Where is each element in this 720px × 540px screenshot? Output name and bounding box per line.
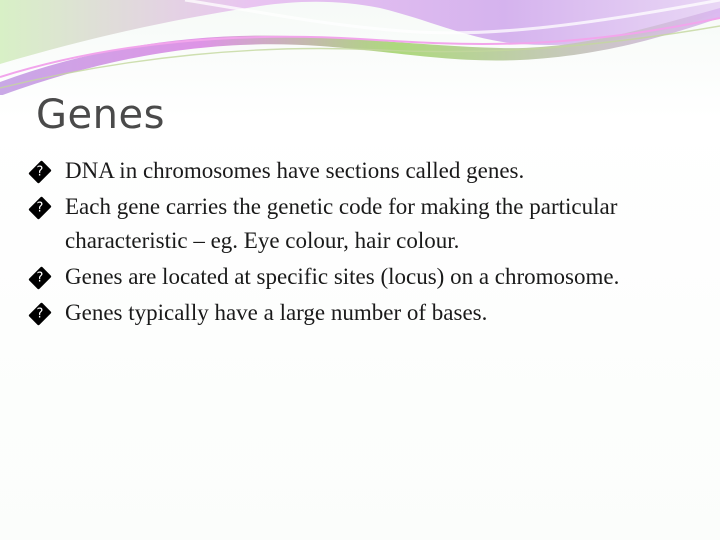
slide-title: Genes: [36, 92, 165, 138]
bullet-list: [30, 154, 690, 332]
replacement-character-bullet-icon: ?: [28, 266, 51, 289]
bullet-item-genetic-code: [30, 190, 690, 258]
replacement-character-bullet-icon: ?: [28, 160, 51, 183]
header-wave-decoration: [0, 0, 720, 95]
bullet-text: Genes are located at specific sites (locus) on a chromosome.: [65, 264, 620, 289]
bullet-text: Genes typically have a large number of bases.: [65, 300, 488, 325]
bullet-item-locus: [30, 260, 690, 294]
bullet-item-dna: [30, 154, 690, 188]
bullet-text: Each gene carries the genetic code for making the particular characteristic – eg. Eye colour, hair colour.: [65, 194, 618, 253]
replacement-character-bullet-icon: ?: [28, 302, 51, 325]
replacement-character-bullet-icon: ?: [28, 196, 51, 219]
bullet-text: DNA in chromosomes have sections called genes.: [65, 158, 525, 183]
bullet-item-bases: [30, 296, 690, 330]
